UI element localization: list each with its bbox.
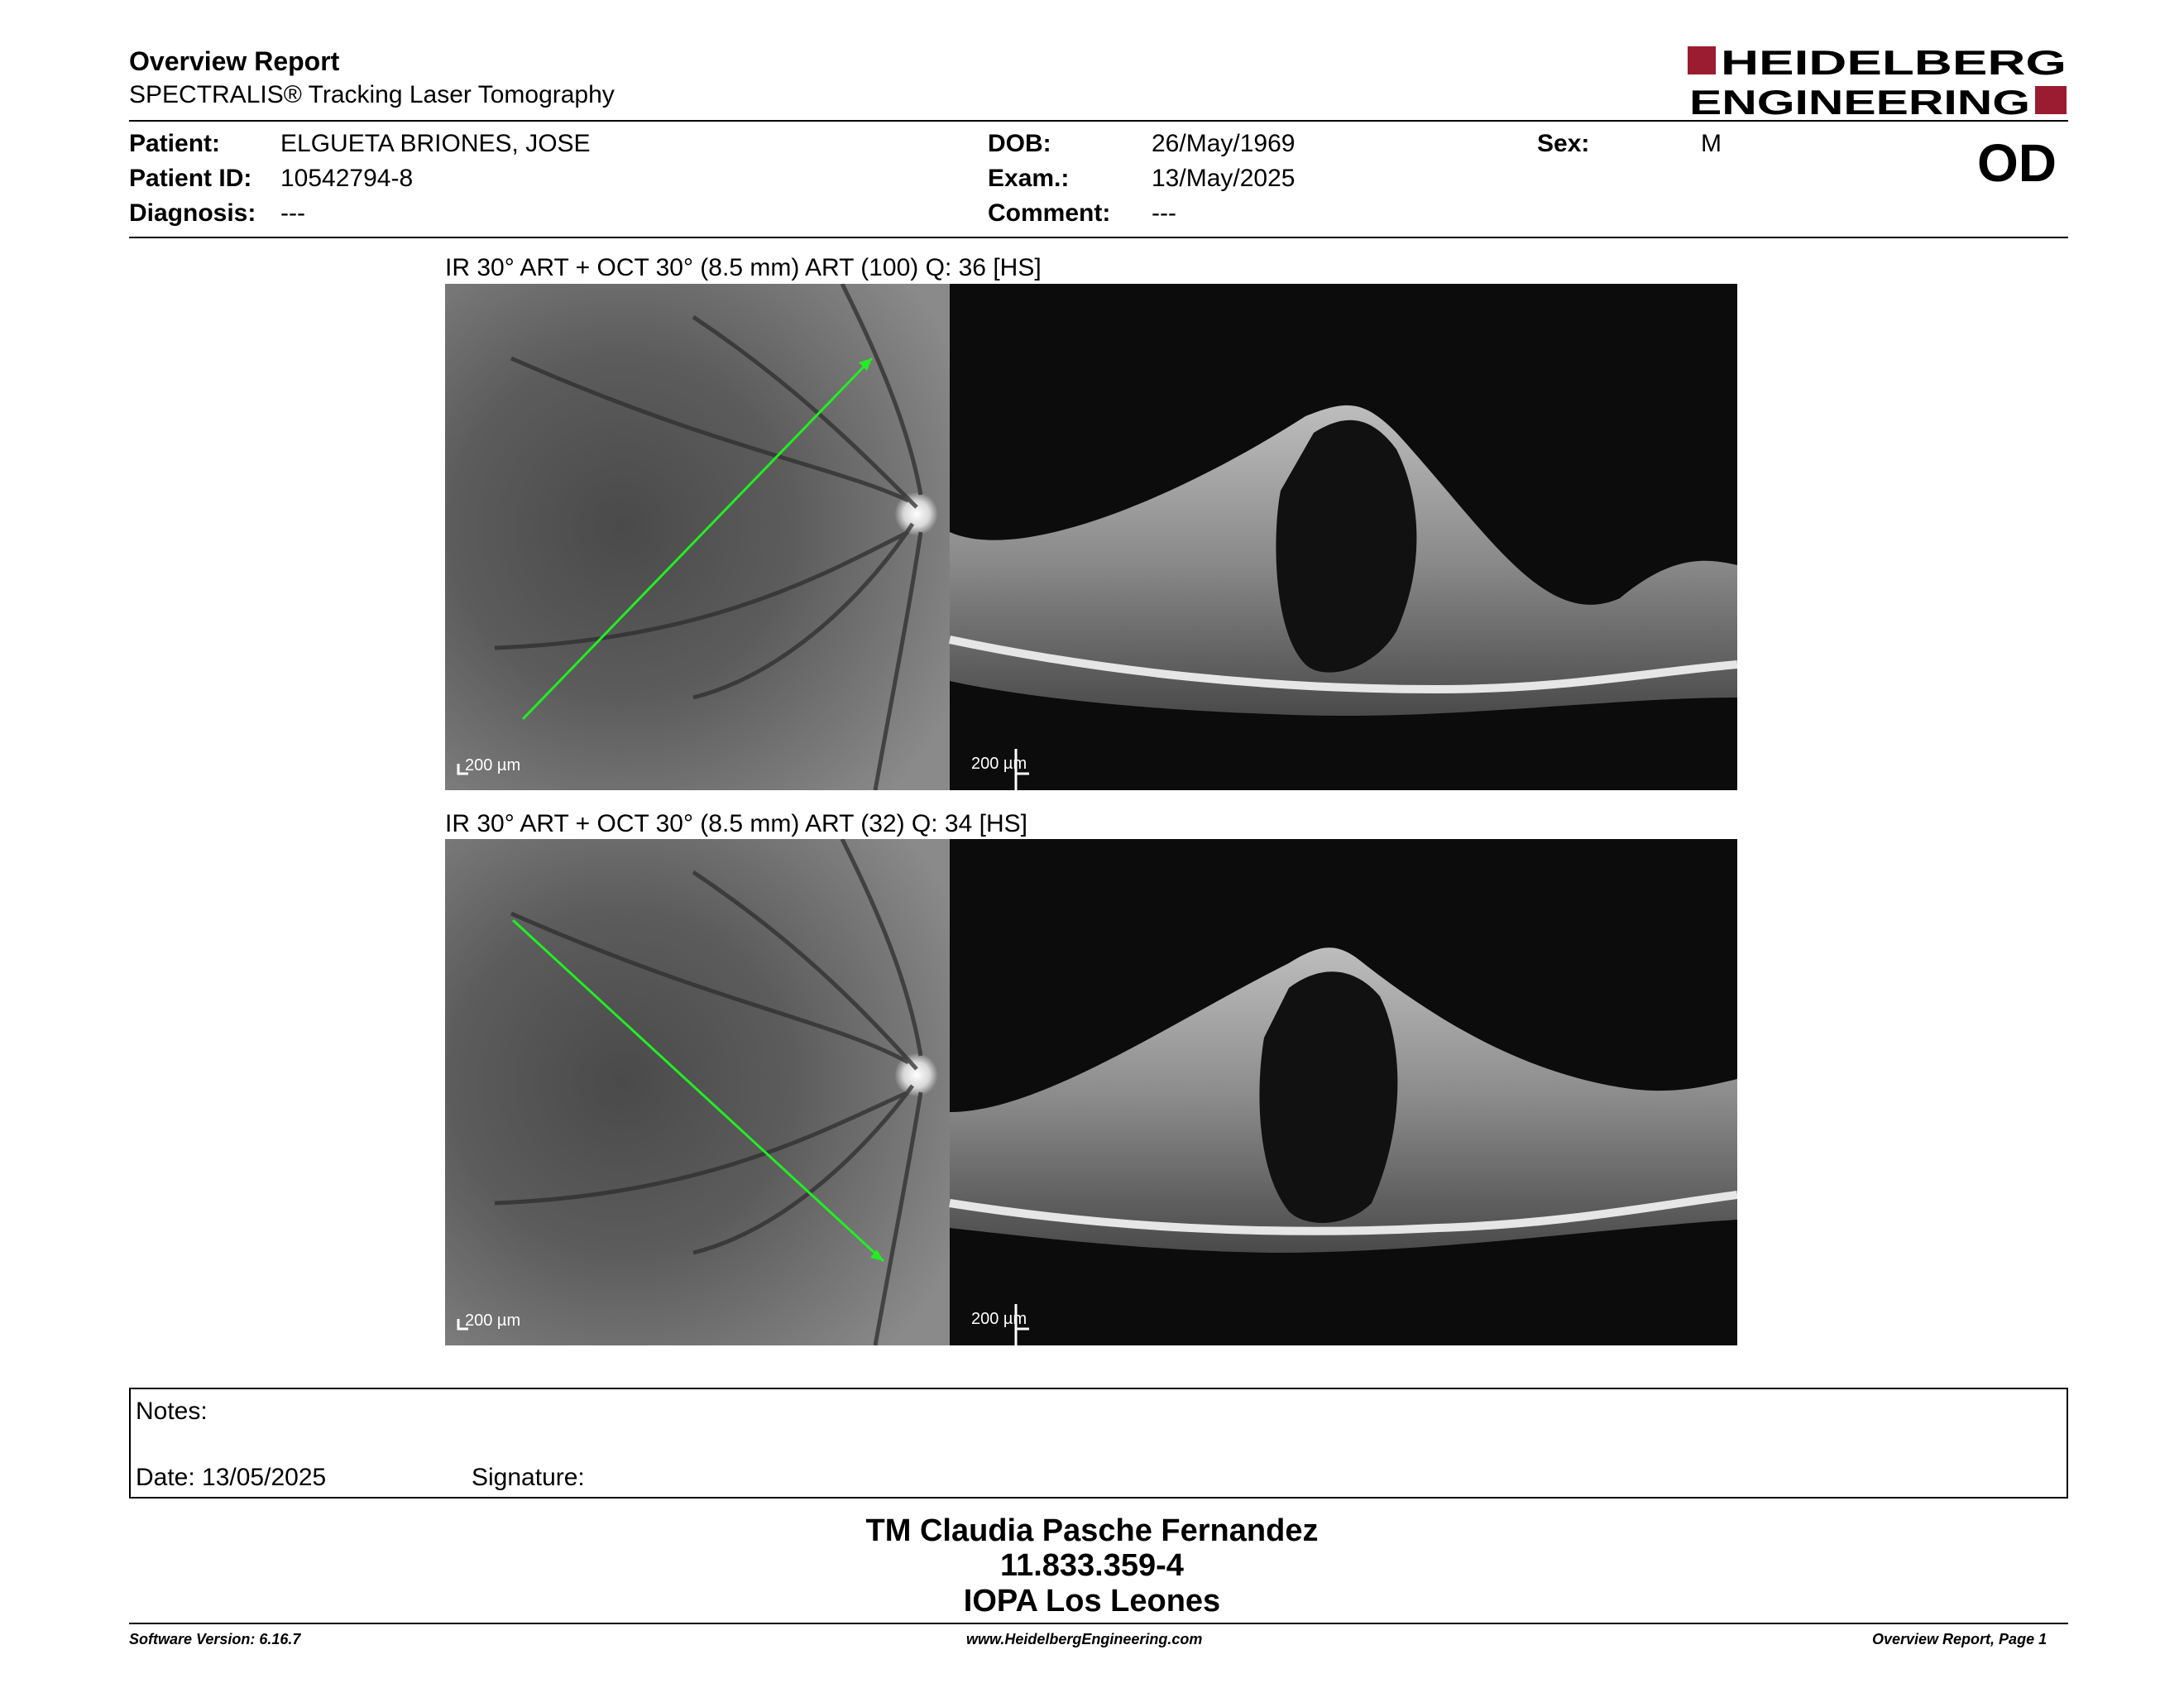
svg-text:ENGINEERING: ENGINEERING [1689, 83, 2030, 117]
scale-label-oct: 200 µm [971, 755, 1027, 773]
signer-name: TM Claudia Pasche Fernandez [865, 1513, 1319, 1548]
patient-name: ELGUETA BRIONES, JOSE [280, 130, 591, 157]
report-title: Overview Report [129, 46, 340, 76]
scan-panel [445, 284, 1737, 790]
scan-caption: IR 30° ART + OCT 30° (8.5 mm) ART (100) Q: 36 [HS] [445, 254, 1042, 281]
signer-institution: IOPA Los Leones [963, 1584, 1221, 1618]
sex-label: Sex: [1537, 130, 1590, 157]
notes-box [129, 1388, 2068, 1499]
signer-id: 11.833.359-4 [1000, 1548, 1184, 1583]
notes-date: Date: 13/05/2025 [136, 1464, 327, 1491]
notes-signature: Signature: [472, 1464, 585, 1491]
scale-label-oct: 200 µm [971, 1310, 1027, 1328]
heidelberg-logo [1688, 45, 2068, 117]
patient-id-label: Patient ID: [129, 165, 252, 192]
scale-label-ir: 200 µm [465, 1312, 521, 1330]
notes-label: Notes: [136, 1398, 208, 1425]
dob-label: DOB: [988, 130, 1051, 157]
scan-caption: IR 30° ART + OCT 30° (8.5 mm) ART (32) Q: 34 [HS] [445, 810, 1027, 837]
report-subtitle: SPECTRALIS® Tracking Laser Tomography [129, 81, 615, 108]
software-version: Software Version: 6.16.7 [129, 1631, 301, 1647]
svg-text:HEIDELBERG: HEIDELBERG [1721, 45, 2067, 82]
comment-label: Comment: [988, 199, 1111, 227]
patient-name-label: Patient: [129, 130, 221, 157]
eye-indicator: OD [1977, 133, 2057, 193]
comment: --- [1152, 199, 1176, 227]
header-divider [129, 120, 2068, 122]
dob: 26/May/1969 [1152, 130, 1296, 157]
scale-label-ir: 200 µm [465, 756, 521, 774]
exam-label: Exam.: [988, 165, 1070, 192]
exam-date: 13/May/2025 [1152, 165, 1296, 192]
diagnosis-label: Diagnosis: [129, 199, 256, 227]
footer-divider [129, 1623, 2068, 1624]
ir-fundus-image [445, 839, 950, 1345]
sex: M [1701, 130, 1722, 157]
patient-id: 10542794-8 [280, 165, 414, 192]
website: www.HeidelbergEngineering.com [966, 1631, 1203, 1647]
cyst [1259, 971, 1397, 1223]
page-number: Overview Report, Page 1 [1872, 1631, 2048, 1647]
scan-panel [445, 839, 1737, 1345]
patient-divider [129, 237, 2068, 238]
diagnosis: --- [280, 199, 305, 227]
